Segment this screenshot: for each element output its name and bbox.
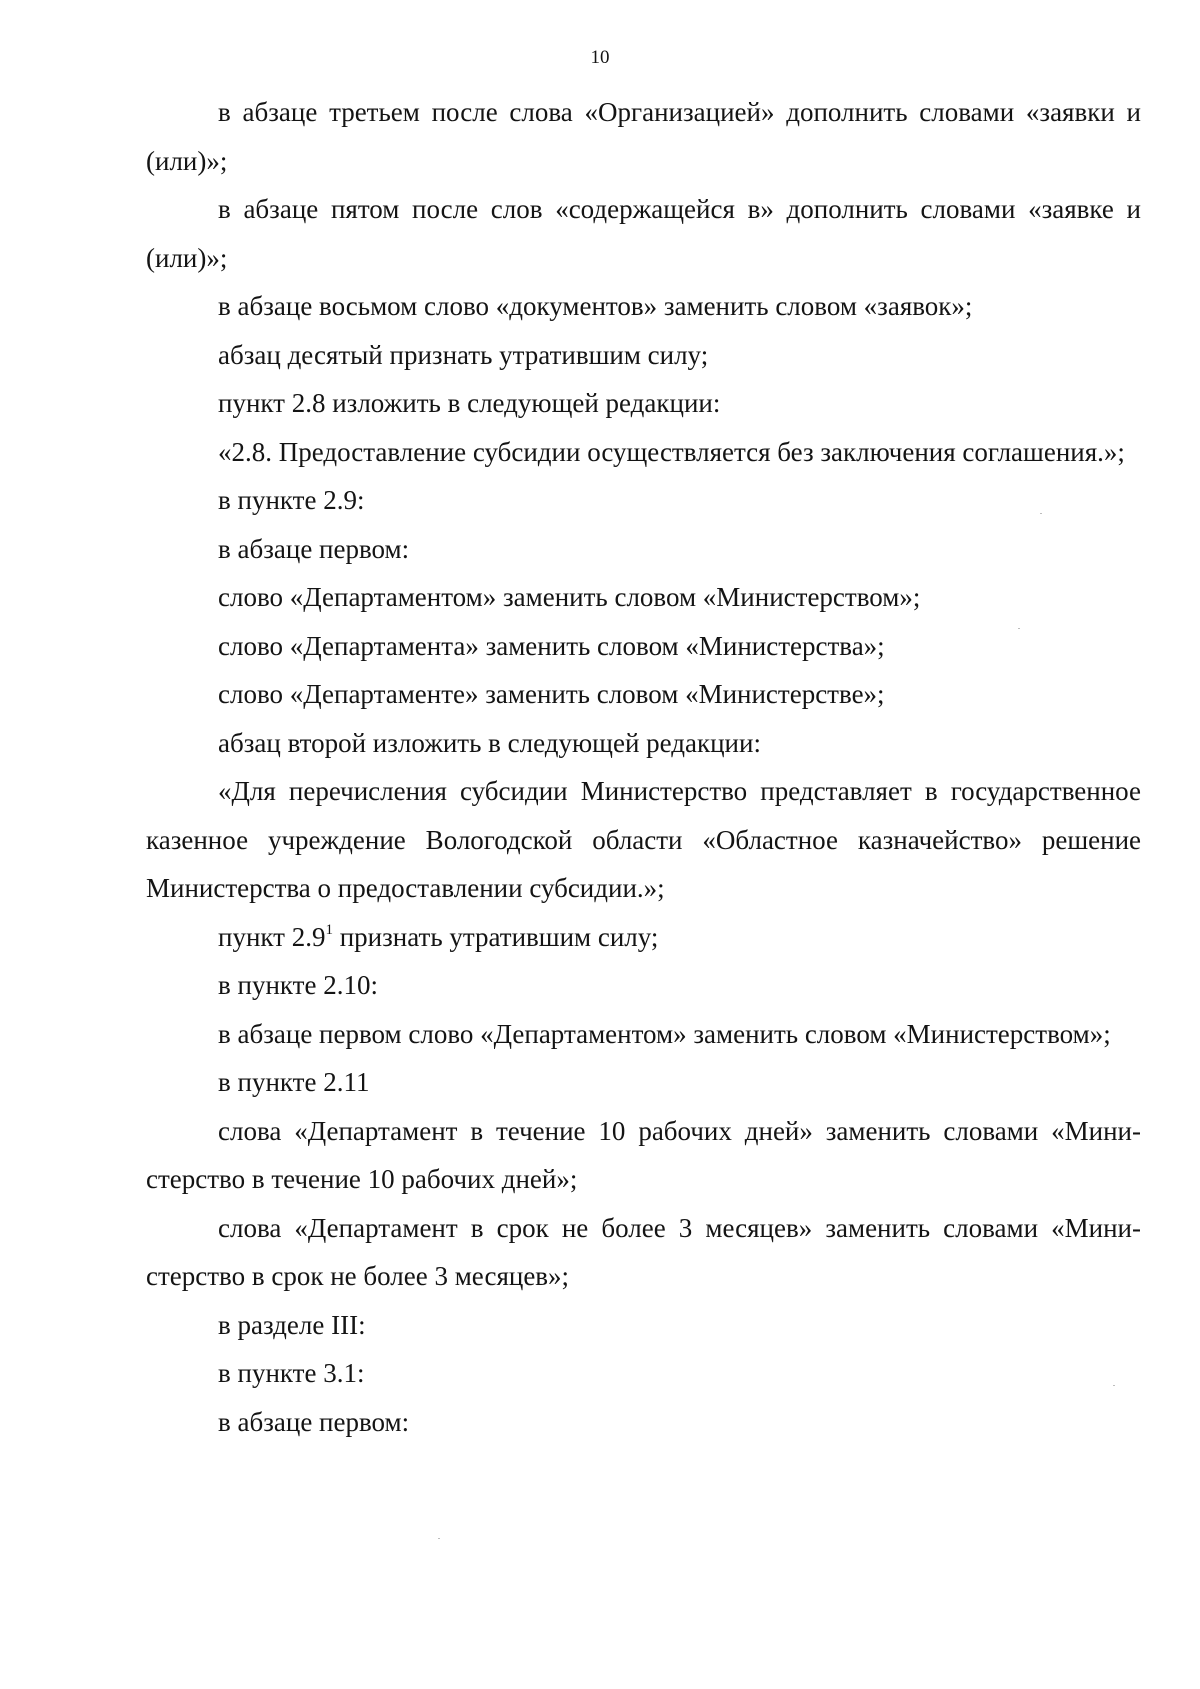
paragraph-20: в разделе III: <box>218 1309 366 1340</box>
paragraph-3: в абзаце восьмом слово «документов» заменить словом «заявок»; <box>218 291 973 321</box>
paragraph-13: «Для перечисления субсидии Министерство представляет в государственное казенное учреждение Вологодской области «Областное казначейство» решение Министерства о предоставлении субсидии.»; <box>146 776 1141 903</box>
paragraph-17: в пункте 2.11 <box>218 1067 370 1097</box>
paragraph-21: в пункте 3.1: <box>218 1358 365 1388</box>
scan-speck <box>438 1538 440 1539</box>
paragraph-11: слово «Департаменте» заменить словом «Министерстве»; <box>218 679 885 709</box>
paragraph-12: абзац второй изложить в следующей редакции: <box>218 727 761 758</box>
paragraph-14 <box>146 913 1141 962</box>
paragraph-15: в пункте 2.10: <box>218 970 378 1000</box>
paragraph-2: в абзаце пятом после слов «содержащейся в» дополнить словами «заявке и (или)»; <box>146 194 1141 273</box>
paragraph-10: слово «Департамента» заменить словом «Министерства»; <box>218 630 885 661</box>
paragraph-14-after: признать утратившим силу; <box>332 921 659 952</box>
paragraph-1: в абзаце третьем после слова «Организацией» дополнить словами «заявки и (или)»; <box>146 97 1141 176</box>
paragraph-5: пункт 2.8 изложить в следующей редакции: <box>218 388 721 418</box>
scan-speck <box>1018 628 1020 629</box>
paragraph-7: в пункте 2.9: <box>218 485 365 515</box>
page-number: 10 <box>590 47 610 68</box>
paragraph-18: слова «Департамент в течение 10 рабочих дней» заменить словами «Министерство в течение 10 рабочих дней»; <box>146 1115 1141 1194</box>
paragraph-14-before: пункт 2.9 <box>218 921 326 952</box>
superscript-index: 1 <box>325 921 333 938</box>
paragraph-6: «2.8. Предоставление субсидии осуществляется без заключения соглашения.»; <box>218 436 1125 467</box>
paragraph-8: в абзаце первом: <box>218 533 410 564</box>
paragraph-22: в абзаце первом: <box>218 1406 410 1437</box>
paragraph-19: слова «Департамент в срок не более 3 месяцев» заменить словами «Министерство в срок не более 3 месяцев»; <box>146 1212 1141 1291</box>
paragraph-16: в абзаце первом слово «Департаментом» заменить словом «Министерством»; <box>218 1018 1111 1049</box>
scan-speck <box>1113 1385 1115 1386</box>
document-body <box>146 88 1141 1446</box>
scan-speck <box>1040 513 1042 514</box>
paragraph-9: слово «Департаментом» заменить словом «Министерством»; <box>218 582 921 612</box>
paragraph-4: абзац десятый признать утратившим силу; <box>218 339 709 370</box>
